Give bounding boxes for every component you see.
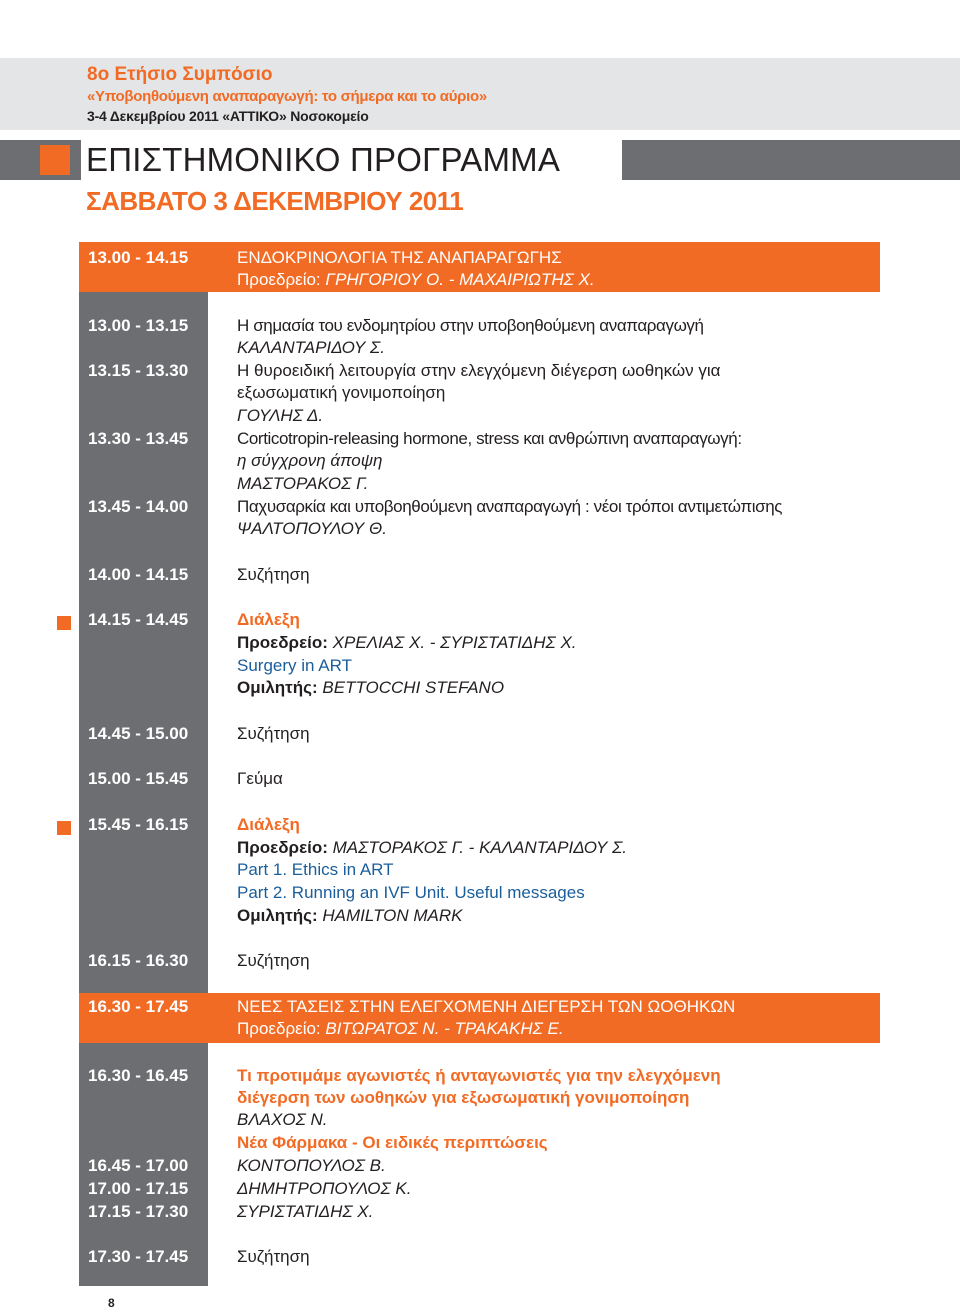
discussion-2-time: 14.45 - 15.00 (88, 724, 189, 743)
lunch-label: Γεύμα (237, 769, 283, 788)
talk-1-speaker: ΚΑΛΑΝΤΑΡΙΔΟΥ Σ. (237, 338, 385, 357)
talk-2-time: 13.15 - 13.30 (88, 361, 189, 380)
page-number: 8 (108, 1296, 115, 1310)
talk-4-time: 13.45 - 14.00 (88, 497, 189, 516)
lecture-1-speaker (237, 678, 504, 698)
discussion-3-label: Συζήτηση (237, 951, 310, 970)
talk-6-time: 16.45 - 17.00 (88, 1156, 189, 1175)
chair-label: Προεδρείο: (237, 633, 333, 652)
chair-label: Προεδρείο: (237, 270, 326, 289)
symposium-subtitle: «Υποβοηθούμενη αναπαραγωγή: το σήμερα και το αύριο» (87, 88, 487, 105)
lecture-2-chair (237, 838, 627, 858)
lecture-2-part-1: Part 1. Ethics in ART (237, 860, 394, 879)
talk-1-title: Η σημασία του ενδομητρίου στην υποβοηθούμενη αναπαραγωγή (237, 316, 704, 335)
lecture-1-marker-icon (57, 616, 71, 630)
discussion-3-time: 16.15 - 16.30 (88, 951, 189, 970)
chair-names: ΧΡΕΛΙΑΣ Χ. - ΣΥΡΙΣΤΑΤΙΔΗΣ Χ. (332, 633, 577, 652)
discussion-4-time: 17.30 - 17.45 (88, 1247, 189, 1266)
chair-names: ΜΑΣΤΟΡΑΚΟΣ Γ. - ΚΑΛΑΝΤΑΡΙΔΟΥ Σ. (332, 838, 628, 857)
talk-7-time: 17.00 - 17.15 (88, 1179, 189, 1198)
talk-5-title-line-2: διέγερση των ωοθηκών για εξωσωματική γονιμοποίηση (237, 1088, 690, 1107)
chair-label: Προεδρείο: (237, 1019, 326, 1038)
talk-3-title-line-2: η σύγχρονη άποψη (237, 451, 383, 470)
symposium-title: 8ο Ετήσιο Συμπόσιο (87, 64, 273, 85)
lecture-2-time: 15.45 - 16.15 (88, 815, 189, 834)
page-date: ΣΑΒΒΑΤΟ 3 ΔΕΚΕΜΒΡΙΟΥ 2011 (86, 186, 464, 216)
lecture-1-title: Surgery in ART (237, 656, 352, 675)
lecture-1-label: Διάλεξη (237, 610, 300, 629)
session-1-chair (237, 270, 595, 290)
talk-1-time: 13.00 - 13.15 (88, 316, 189, 335)
lecture-1-time: 14.15 - 14.45 (88, 610, 189, 629)
talk-2-title-line-2: εξωσωματική γονιμοποίηση (237, 383, 446, 402)
symposium-dates: 3-4 Δεκεμβρίου 2011 «ΑΤΤΙΚΟ» Νοσοκομείο (87, 108, 369, 124)
chair-label: Προεδρείο: (237, 838, 333, 857)
talk-6-speaker: ΚΟΝΤΟΠΟΥΛΟΣ Β. (237, 1156, 386, 1175)
new-drugs-title: Νέα Φάρμακα - Οι ειδικές περιπτώσεις (237, 1133, 548, 1152)
chair-names: ΓΡΗΓΟΡΙΟΥ Ο. - ΜΑΧΑΙΡΙΩΤΗΣ Χ. (325, 270, 595, 289)
time-column (79, 242, 208, 1286)
talk-5-time: 16.30 - 16.45 (88, 1066, 189, 1085)
talk-4-title: Παχυσαρκία και υποβοηθούμενη αναπαραγωγή : νέοι τρόποι αντιμετώπισης (237, 497, 783, 516)
lecture-2-part-2: Part 2. Running an IVF Unit. Useful messages (237, 883, 585, 902)
talk-7-speaker: ΔΗΜΗΤΡΟΠΟΥΛΟΣ Κ. (237, 1179, 412, 1198)
session-1-time: 13.00 - 14.15 (88, 248, 189, 267)
page-title: ΕΠΙΣΤΗΜΟΝΙΚΟ ΠΡΟΓΡΑΜΜΑ (86, 141, 561, 178)
title-square-icon (40, 145, 70, 175)
chair-names: ΒΙΤΩΡΑΤΟΣ Ν. - ΤΡΑΚΑΚΗΣ Ε. (325, 1019, 564, 1038)
discussion-1-label: Συζήτηση (237, 565, 310, 584)
talk-2-speaker: ΓΟΥΛΗΣ Δ. (237, 406, 324, 425)
talk-5-speaker: ΒΛΑΧΟΣ Ν. (237, 1110, 328, 1129)
talk-3-time: 13.30 - 13.45 (88, 429, 189, 448)
talk-2-title-line-1: Η θυροειδική λειτουργία στην ελεγχόμενη διέγερση ωοθηκών για (237, 361, 721, 380)
discussion-1-time: 14.00 - 14.15 (88, 565, 189, 584)
discussion-2-label: Συζήτηση (237, 724, 310, 743)
lecture-2-label: Διάλεξη (237, 815, 300, 834)
talk-3-title-line-1: Corticotropin-releasing hormone, stress και ανθρώπινη αναπαραγωγή: (237, 429, 742, 448)
talk-3-speaker: ΜΑΣΤΟΡΑΚΟΣ Γ. (237, 474, 369, 493)
talk-8-time: 17.15 - 17.30 (88, 1202, 189, 1221)
session-2-time: 16.30 - 17.45 (88, 997, 189, 1016)
lecture-2-speaker (237, 906, 463, 926)
discussion-4-label: Συζήτηση (237, 1247, 310, 1266)
speaker-name: HAMILTON MARK (322, 906, 463, 925)
speaker-label: Ομιλητής: (237, 678, 323, 697)
talk-5-title-line-1: Τι προτιμάμε αγωνιστές ή ανταγωνιστές για την ελεγχόμενη (237, 1066, 721, 1085)
talk-8-speaker: ΣΥΡΙΣΤΑΤΙΔΗΣ Χ. (237, 1202, 374, 1221)
talk-4-speaker: ΨΑΛΤΟΠΟΥΛΟΥ Θ. (237, 519, 387, 538)
speaker-label: Ομιλητής: (237, 906, 323, 925)
session-2-chair (237, 1019, 564, 1039)
lecture-1-chair (237, 633, 577, 653)
lecture-2-marker-icon (57, 821, 71, 835)
session-2-title: ΝΕΕΣ ΤΑΣΕΙΣ ΣΤΗΝ ΕΛΕΓΧΟΜΕΝΗ ΔΙΕΓΕΡΣΗ ΤΩΝ ΩΟΘΗΚΩΝ (237, 997, 736, 1016)
speaker-name: BETTOCCHI STEFANO (322, 678, 505, 697)
session-1-title: ΕΝΔΟΚΡΙΝΟΛΟΓΙΑ ΤΗΣ ΑΝΑΠΑΡΑΓΩΓΗΣ (237, 248, 562, 267)
lunch-time: 15.00 - 15.45 (88, 769, 189, 788)
